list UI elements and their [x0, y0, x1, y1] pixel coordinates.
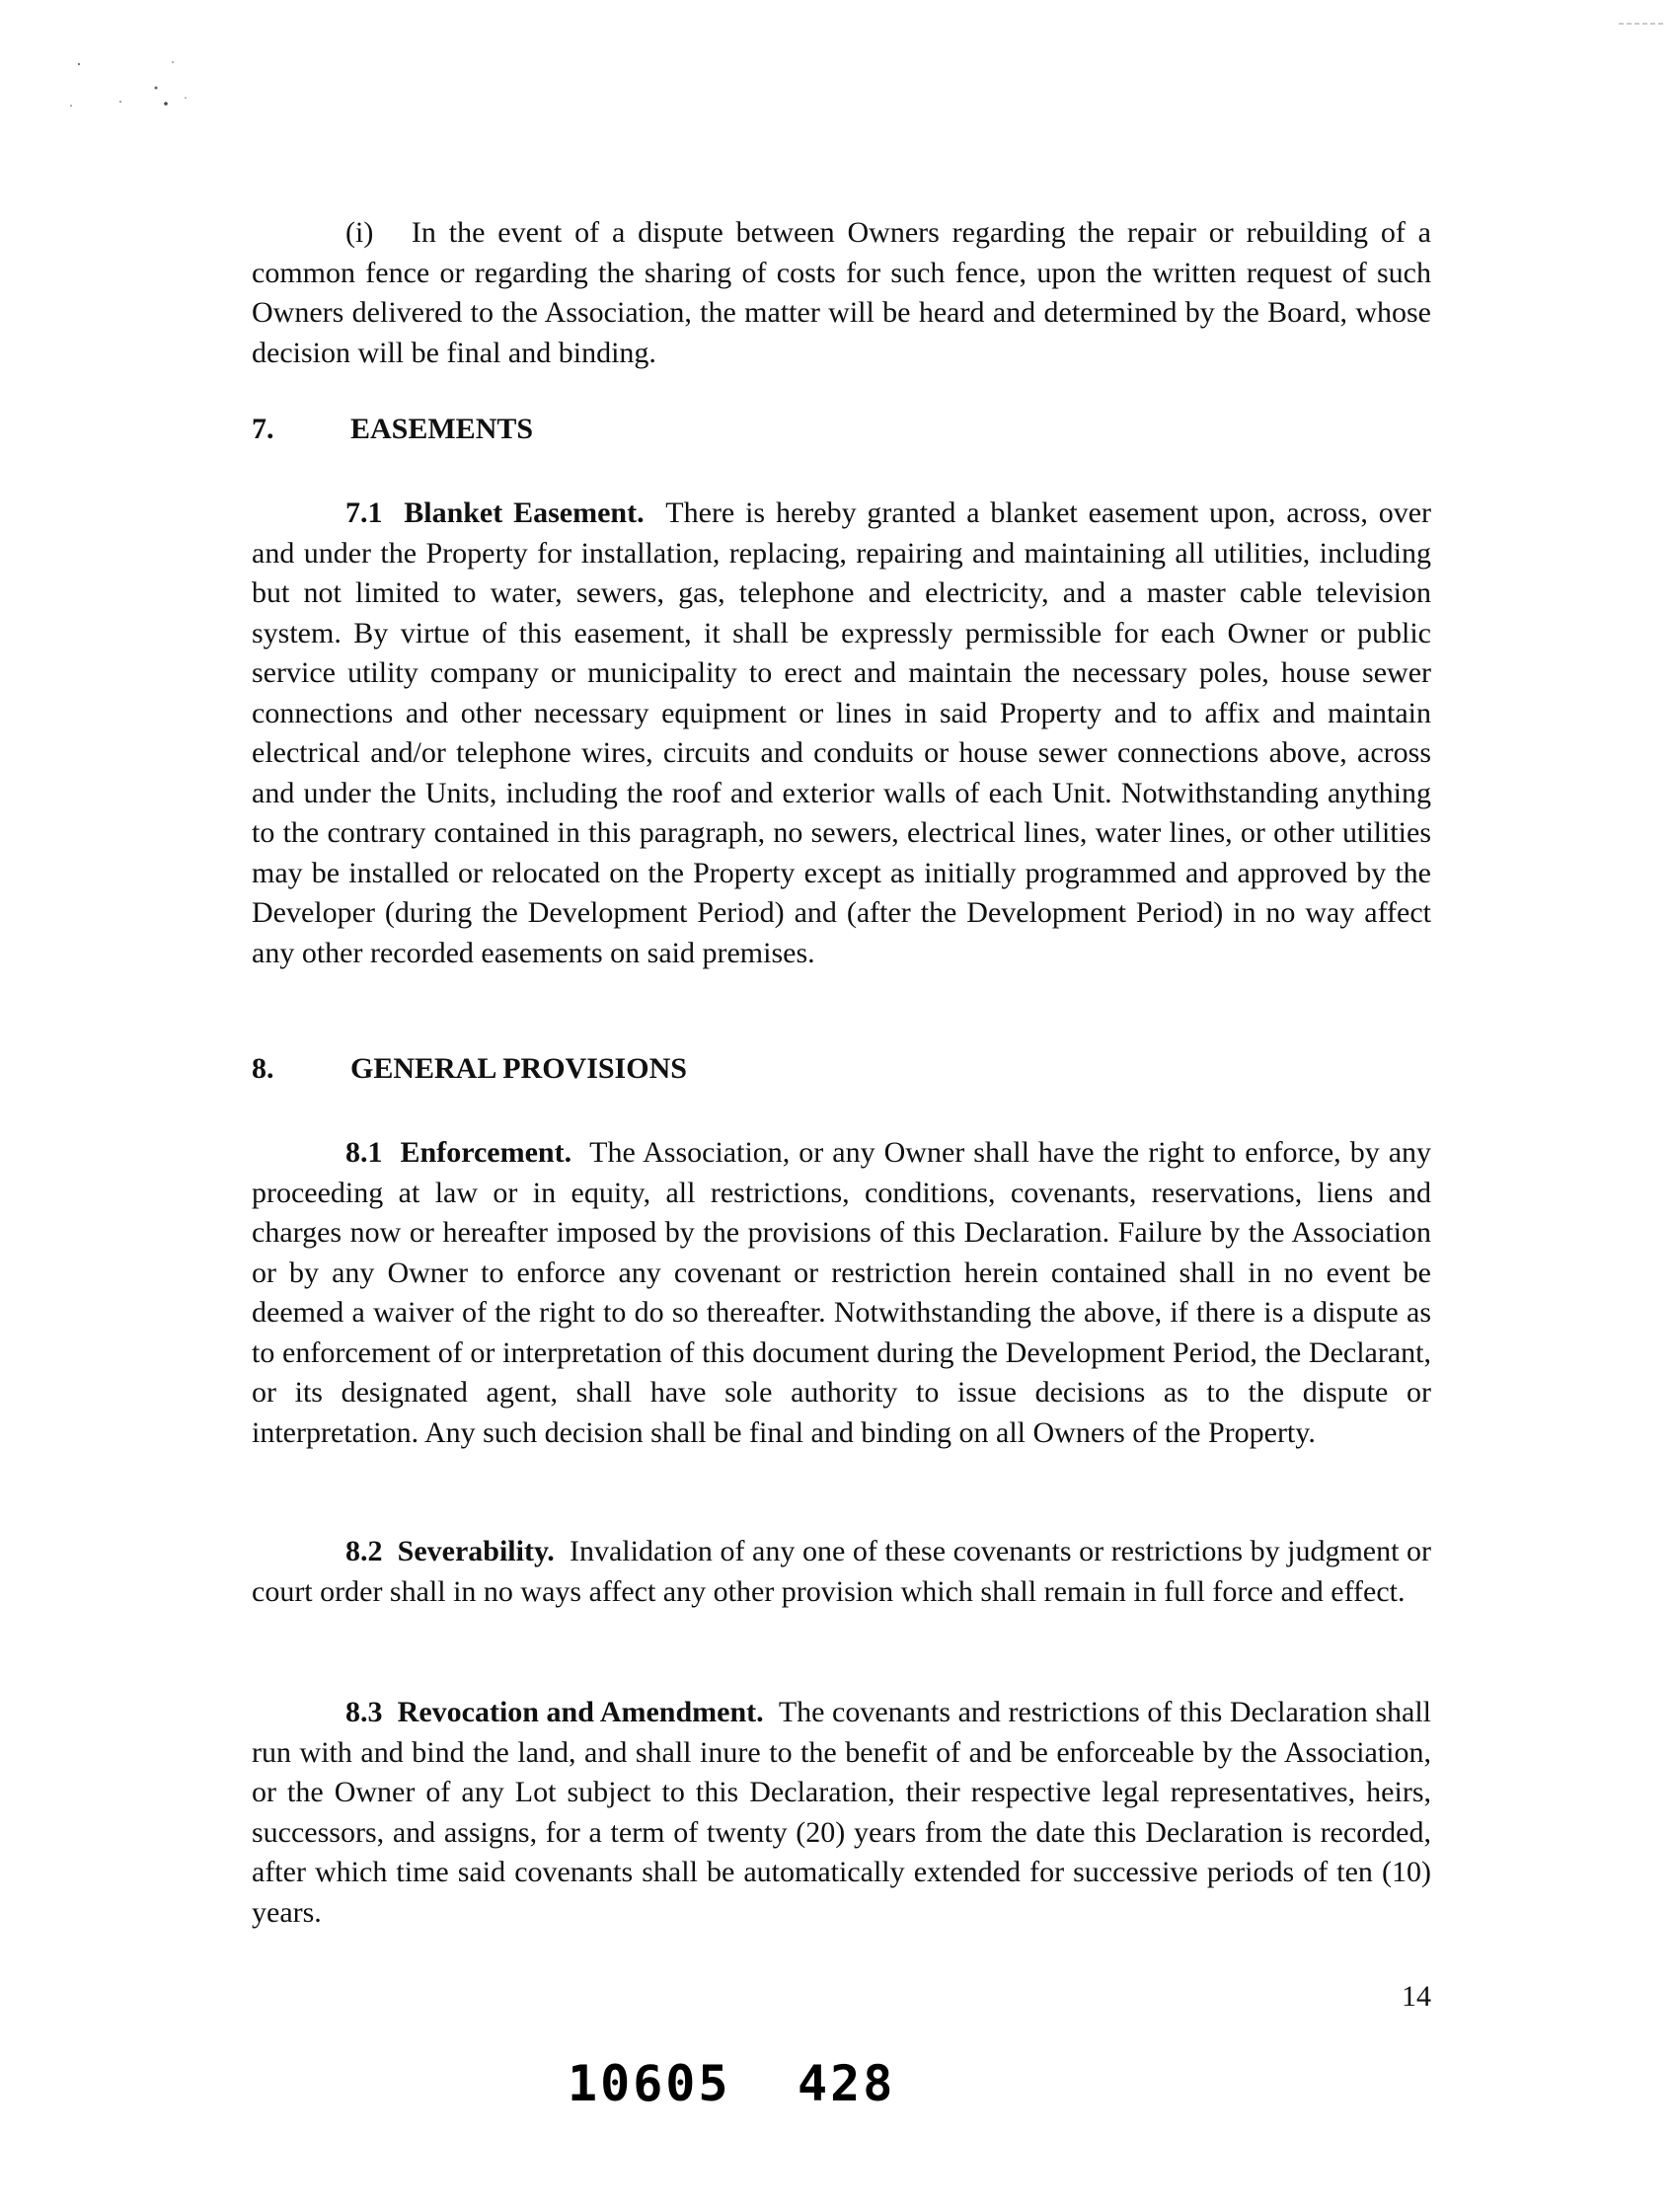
section-8-number: 8. — [252, 1052, 274, 1085]
section-7-1-paragraph — [252, 494, 1431, 973]
section-7-heading — [252, 413, 533, 446]
section-7-title: EASEMENTS — [350, 413, 534, 445]
scan-specks-icon — [59, 54, 227, 133]
section-8-3-title: Revocation and Amendment. — [397, 1696, 764, 1728]
section-8-2-text: Invalidation of any one of these covenants or restrictions by judgment or court order shall in no ways affect any other provision which shall remain in full force and effect. — [252, 1535, 1432, 1608]
section-8-1-paragraph — [252, 1133, 1431, 1453]
section-8-3-text: The covenants and restrictions of this Declaration shall run with and bind the land, and shall inure to the benefit of and be enforceable by the Association, or the Owner of any Lot subject to this Declaration, their respective legal representatives, heirs, successors, and assigns, for a term of twenty (20) years from the date this Declaration is recorded, after which time said covenants shall be automatically extended for successive periods of ten (10) years. — [252, 1696, 1431, 1929]
section-7-1-title: Blanket Easement. — [404, 496, 645, 529]
section-8-2-title: Severability. — [397, 1535, 555, 1567]
recording-stamp-page: 428 — [798, 2055, 896, 2112]
section-8-3-paragraph — [252, 1693, 1431, 1933]
section-8-1-text: The Association, or any Owner shall have the right to enforce, by any proceeding at law or in equity, all restrictions, conditions, covenants, reservations, liens and charges now or hereafter imposed by the provisions of this Declaration. Failure by the Association or by any Owner to enforce any covenant or restriction herein contained shall in no event be deemed a waiver of the right to do so thereafter. Notwithstanding the above, if there is a dispute as to enforcement of or interpretation of this document during the Development Period, the Declarant, or its designated agent, shall have sole authority to issue decisions as to the dispute or interpretation. Any such decision shall be final and binding on all Owners of the Property. — [252, 1136, 1432, 1449]
section-7-number: 7. — [252, 413, 274, 445]
section-8-1-number: 8.1 — [345, 1136, 383, 1169]
scan-edge-mark-icon — [1619, 22, 1666, 26]
section-8-2-paragraph — [252, 1532, 1431, 1612]
section-8-1-title: Enforcement. — [400, 1136, 572, 1169]
section-8-title: GENERAL PROVISIONS — [350, 1052, 687, 1085]
paragraph-i: (i) In the event of a dispute between Owners regarding the repair or rebuilding of a common fence or regarding the sharing of costs for such fence, upon the written request of such Owners delivered to the Association, the matter will be heard and determined by the Board, whose decision will be final and binding. — [252, 216, 1431, 369]
section-7-1-text: There is hereby granted a blanket easement upon, across, over and under the Property for installation, replacing, repairing and maintaining all utilities, including but not limited to water, sewers, gas, telephone and electricity, and a master cable television system. By virtue of this easement, it shall be expressly permissible for each Owner or public service utility company or municipality to erect and maintain the necessary poles, house sewer connections and other necessary equipment or lines in said Property and to affix and maintain electrical and/or telephone wires, circuits and conduits or house sewer connections above, across and under the Units, including the roof and exterior walls of each Unit. Notwithstanding anything to the contrary contained in this paragraph, no sewers, electrical lines, water lines, or other utilities may be installed or relocated on the Property except as initially programmed and approved by the Developer (during the Development Period) and (after the Development Period) in no way affect any other recorded easements on said premises. — [252, 496, 1432, 969]
page-number: 14 — [1402, 1980, 1431, 2013]
section-8-heading — [252, 1052, 687, 1086]
section-8-2-number: 8.2 — [345, 1535, 383, 1567]
section-7-1-number: 7.1 — [345, 496, 383, 529]
section-8-3-number: 8.3 — [345, 1696, 383, 1728]
recording-stamp-book: 10605 — [568, 2055, 731, 2112]
